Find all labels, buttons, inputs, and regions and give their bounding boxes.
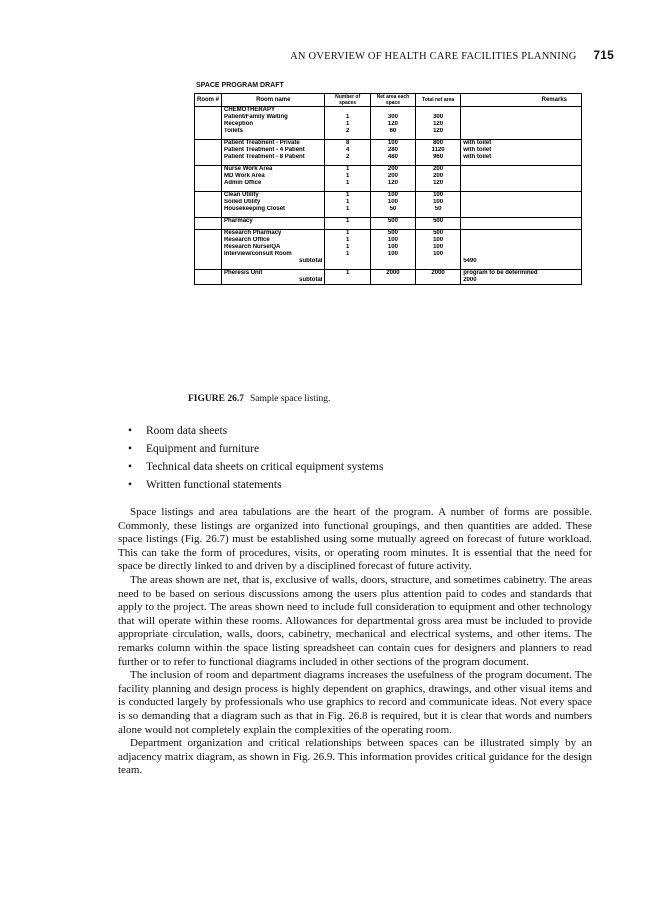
remarks-cell: [461, 121, 582, 128]
running-head: [120, 48, 614, 62]
spaces-cell: [325, 107, 370, 115]
spaces-cell: 1: [325, 218, 370, 226]
spaces-cell: 1: [325, 173, 370, 180]
table-row: [195, 270, 582, 278]
room-name-cell: Soiled Utility: [222, 199, 325, 206]
room-name-cell: Toilets: [222, 128, 325, 135]
room-no-cell: [195, 154, 222, 161]
remarks-cell: [461, 173, 582, 180]
space-program-table: [194, 93, 582, 285]
total-area-cell: 50: [416, 206, 461, 213]
total-area-cell: 100: [416, 251, 461, 258]
room-no-cell: [195, 166, 222, 174]
caption-label: FIGURE 26.7: [188, 394, 244, 404]
table-row: [195, 230, 582, 238]
net-area-cell: 100: [370, 244, 415, 251]
remarks-cell: [461, 192, 582, 200]
header-remarks: Remarks: [461, 94, 582, 107]
spaces-cell: [325, 258, 370, 265]
total-area-cell: 500: [416, 230, 461, 238]
table-row: [195, 206, 582, 213]
remarks-cell: [461, 237, 582, 244]
table-body: [195, 107, 582, 285]
header-room-name: Room name: [222, 94, 325, 107]
room-no-cell: [195, 128, 222, 135]
bullet-dot-icon: •: [128, 443, 133, 455]
remarks-cell: [461, 180, 582, 187]
net-area-cell: 480: [370, 154, 415, 161]
spaces-cell: 8: [325, 140, 370, 148]
room-no-cell: [195, 270, 222, 278]
table-row: [195, 251, 582, 258]
table-row: [195, 237, 582, 244]
room-name-cell: Nurse Work Area: [222, 166, 325, 174]
remarks-cell: [461, 107, 582, 115]
spaces-cell: 1: [325, 114, 370, 121]
remarks-cell: 5490: [461, 258, 582, 265]
room-name-cell: subtotal: [222, 258, 325, 265]
net-area-cell: 100: [370, 251, 415, 258]
room-name-cell: Admin Office: [222, 180, 325, 187]
figure-title: SPACE PROGRAM DRAFT: [196, 82, 284, 89]
room-no-cell: [195, 251, 222, 258]
remarks-cell: [461, 251, 582, 258]
room-no-cell: [195, 147, 222, 154]
room-no-cell: [195, 121, 222, 128]
spaces-cell: 1: [325, 199, 370, 206]
remarks-cell: with toilet: [461, 154, 582, 161]
remarks-cell: with toilet: [461, 140, 582, 148]
total-area-cell: 800: [416, 140, 461, 148]
table-row: [195, 114, 582, 121]
net-area-cell: 50: [370, 206, 415, 213]
table-row: [195, 121, 582, 128]
net-area-cell: 120: [370, 180, 415, 187]
spaces-cell: 2: [325, 154, 370, 161]
spaces-cell: 1: [325, 206, 370, 213]
running-head-title: AN OVERVIEW OF HEALTH CARE FACILITIES PLANNING: [290, 51, 577, 62]
remarks-cell: [461, 114, 582, 121]
spaces-cell: 1: [325, 166, 370, 174]
header-room-no: Room #: [195, 94, 222, 107]
room-name-cell: Patient Treatment - Private: [222, 140, 325, 148]
spaces-cell: 1: [325, 230, 370, 238]
table-row: [195, 180, 582, 187]
paragraph: Department organization and critical relationships between spaces can be illustrated simply by an adjacency matrix diagram, as shown in Fig. 26.9. This information provides critical guidance for the design team.: [118, 737, 592, 777]
figure-caption: [188, 394, 330, 404]
total-area-cell: 120: [416, 121, 461, 128]
spaces-cell: 1: [325, 270, 370, 278]
room-no-cell: [195, 244, 222, 251]
room-name-cell: Research Pharmacy: [222, 230, 325, 238]
room-no-cell: [195, 237, 222, 244]
bullet-item: • Technical data sheets on critical equipment systems: [120, 458, 383, 476]
total-area-cell: 500: [416, 218, 461, 226]
total-area-cell: 100: [416, 199, 461, 206]
subtotal-row: [195, 258, 582, 265]
spaces-cell: 1: [325, 192, 370, 200]
room-no-cell: [195, 107, 222, 115]
table-header-row: [195, 94, 582, 107]
room-no-cell: [195, 218, 222, 226]
table-row: [195, 107, 582, 115]
net-area-cell: [370, 107, 415, 115]
spaces-cell: 1: [325, 180, 370, 187]
table-row: [195, 140, 582, 148]
total-area-cell: 100: [416, 237, 461, 244]
remarks-cell: program to be determined: [461, 270, 582, 278]
remarks-cell: [461, 218, 582, 226]
subtotal-row: [195, 277, 582, 285]
total-area-cell: [416, 107, 461, 115]
net-area-cell: 100: [370, 192, 415, 200]
spaces-cell: 4: [325, 147, 370, 154]
net-area-cell: [370, 258, 415, 265]
bullet-dot-icon: •: [128, 425, 133, 437]
total-area-cell: 2000: [416, 270, 461, 278]
net-area-cell: 100: [370, 237, 415, 244]
page-number: 715: [593, 48, 614, 62]
room-name-cell: Pheresis Unit: [222, 270, 325, 278]
net-area-cell: 300: [370, 114, 415, 121]
total-area-cell: 100: [416, 192, 461, 200]
net-area-cell: 280: [370, 147, 415, 154]
table-row: [195, 173, 582, 180]
space-program-table-wrap: [194, 93, 582, 285]
total-area-cell: 120: [416, 128, 461, 135]
total-area-cell: [416, 277, 461, 285]
room-name-cell: Patient Treatment - 8 Patient: [222, 154, 325, 161]
table-row: [195, 154, 582, 161]
room-no-cell: [195, 277, 222, 285]
net-area-cell: 120: [370, 121, 415, 128]
total-area-cell: 960: [416, 154, 461, 161]
bullet-item: • Room data sheets: [120, 422, 383, 440]
net-area-cell: 500: [370, 230, 415, 238]
room-no-cell: [195, 230, 222, 238]
remarks-cell: with toilet: [461, 147, 582, 154]
room-name-cell: Patient Treatment - 4 Patient: [222, 147, 325, 154]
room-name-cell: Pharmacy: [222, 218, 325, 226]
room-name-cell: Research Office: [222, 237, 325, 244]
spaces-cell: [325, 277, 370, 285]
room-name-cell: Research Nurse/QA: [222, 244, 325, 251]
table-row: [195, 192, 582, 200]
remarks-cell: [461, 166, 582, 174]
remarks-cell: [461, 199, 582, 206]
spaces-cell: 1: [325, 251, 370, 258]
spaces-cell: 1: [325, 237, 370, 244]
total-area-cell: 100: [416, 244, 461, 251]
total-area-cell: 1120: [416, 147, 461, 154]
net-area-cell: 500: [370, 218, 415, 226]
paragraph: The areas shown are net, that is, exclusive of walls, doors, structure, and sometimes cabinetry. The areas need to be based on serious discussions among the users plus attention paid to codes and standards that apply to the project. The areas shown need to include full consideration to equipment and other technology that will operate within these rooms. Allowances for departmental gross area must be included to provide appropriate circulation, walls, doors, cabinetry, mechanical and electrical systems, and other items. The remarks column within the space listing spreadsheet can contain cues for designers and planners to read further or to refer to functional diagrams included in other sections of the program document.: [118, 573, 592, 668]
net-area-cell: 200: [370, 166, 415, 174]
room-name-cell: Housekeeping Closet: [222, 206, 325, 213]
table-row: [195, 244, 582, 251]
room-no-cell: [195, 192, 222, 200]
room-no-cell: [195, 206, 222, 213]
net-area-cell: 100: [370, 199, 415, 206]
remarks-cell: [461, 128, 582, 135]
spaces-cell: 2: [325, 128, 370, 135]
bullet-item: • Equipment and furniture: [120, 440, 383, 458]
room-no-cell: [195, 258, 222, 265]
bullet-dot-icon: •: [128, 479, 133, 491]
room-name-cell: Interview/consult Room: [222, 251, 325, 258]
room-name-cell: CHEMOTHERAPY: [222, 107, 325, 115]
bullet-dot-icon: •: [128, 461, 133, 473]
table-row: [195, 199, 582, 206]
table-row: [195, 128, 582, 135]
total-area-cell: 120: [416, 180, 461, 187]
remarks-cell: [461, 230, 582, 238]
net-area-cell: 60: [370, 128, 415, 135]
table-row: [195, 147, 582, 154]
room-no-cell: [195, 114, 222, 121]
net-area-cell: [370, 277, 415, 285]
room-name-cell: Clean Utility: [222, 192, 325, 200]
header-total-area: Total net area: [416, 94, 461, 107]
table-row: [195, 218, 582, 226]
bullet-list: [120, 422, 383, 494]
caption-text: Sample space listing.: [249, 394, 331, 404]
total-area-cell: 200: [416, 173, 461, 180]
room-no-cell: [195, 140, 222, 148]
spaces-cell: 1: [325, 244, 370, 251]
room-no-cell: [195, 199, 222, 206]
remarks-cell: 2000: [461, 277, 582, 285]
room-no-cell: [195, 180, 222, 187]
total-area-cell: 200: [416, 166, 461, 174]
room-name-cell: Reception: [222, 121, 325, 128]
body-text: [118, 506, 592, 778]
net-area-cell: 2000: [370, 270, 415, 278]
remarks-cell: [461, 244, 582, 251]
table-row: [195, 166, 582, 174]
spaces-cell: 1: [325, 121, 370, 128]
paragraph: Space listings and area tabulations are the heart of the program. A number of forms are possible. Commonly, these listings are organized into functional groupings, and then quantities are added. These space listings (Fig. 26.7) must be established using some mutually agreed on forecast of future workload. This can take the form of procedures, visits, or operating room minutes. It is essential that the need for space be directly linked to and driven by a disciplined forecast of future activity.: [118, 506, 592, 573]
remarks-cell: [461, 206, 582, 213]
room-name-cell: MD Work Area: [222, 173, 325, 180]
bullet-item: • Written functional statements: [120, 476, 383, 494]
room-name-cell: Patient/Family Waiting: [222, 114, 325, 121]
paragraph: The inclusion of room and department diagrams increases the usefulness of the program document. The facility planning and design process is highly dependent on graphics, drawings, and other visual items and is conducted largely by professionals who use graphics to record and communicate ideas. Not every space is so demanding that a diagram such as that in Fig. 26.8 is required, but it is clear that words and numbers alone would not completely explain the complexities of the operating room.: [118, 669, 592, 736]
room-name-cell: subtotal: [222, 277, 325, 285]
total-area-cell: [416, 258, 461, 265]
total-area-cell: 300: [416, 114, 461, 121]
room-no-cell: [195, 173, 222, 180]
net-area-cell: 100: [370, 140, 415, 148]
net-area-cell: 200: [370, 173, 415, 180]
header-net-area: Net area each space: [370, 94, 415, 107]
header-spaces: Number of spaces: [325, 94, 370, 107]
